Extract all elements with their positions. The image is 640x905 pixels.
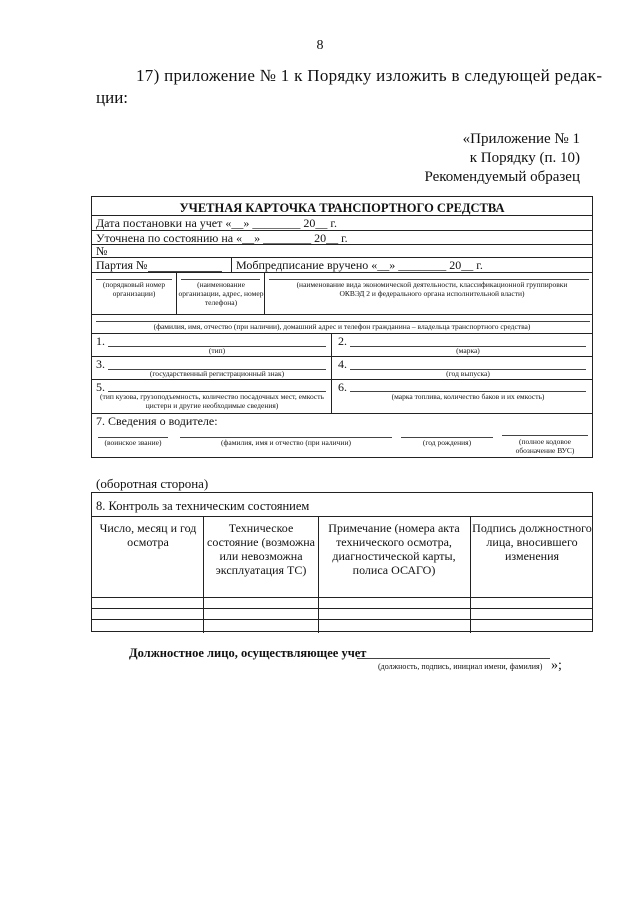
official-signature-line [357,658,550,659]
table-row [92,608,592,609]
field-6: 6. [338,380,347,394]
serial-number-caption: (порядковый номер организации) [102,280,166,298]
table-row [92,619,592,620]
reverse-side-label: (оборотная сторона) [96,476,209,491]
brand-caption: (марка) [456,346,480,355]
column-technical-state: Техническое состояние (возможна или невозможна эксплуатация ТС) [207,521,315,577]
owner-caption: (фамилия, имя, отчество (при наличии), домашний адрес и телефон гражданина – владельца транспортного средства) [153,322,531,331]
updated-date-field: Уточнена по состоянию на «__» ________ 20__ г. [96,231,348,245]
body-caption: (тип кузова, грузоподъемность, количество посадочных мест, емкость цистерн и другие необходимые сведения) [100,392,324,410]
birth-year-caption: (год рождения) [422,438,472,447]
column-inspection-date: Число, месяц и год осмотра [99,521,197,549]
official-caption: (должность, подпись, инициал имени, фамилия) [378,662,543,671]
amendment-text-line2: ции: [96,88,129,107]
field-5: 5. [96,380,105,394]
organization-caption: (наименование организации, адрес, номер телефона) [178,280,264,307]
column-signature: Подпись должностного лица, вносившего изменения [472,521,592,563]
column-note: Примечание (номера акта технического осмотра, диагностической карты, полиса ОСАГО) [328,521,460,577]
technical-control-table [91,492,593,632]
year-caption: (год выпуска) [446,369,490,378]
appendix-line1: «Приложение № 1 [462,131,580,147]
field-1: 1. [96,334,105,348]
number-field: № [96,244,108,258]
driver-section-title: 7. Сведения о водителе: [96,414,218,428]
mob-order-field: Мобпредписание вручено «__» ________ 20__ г. [236,258,483,272]
type-caption: (тип) [208,346,226,355]
closing-quote: »; [551,658,562,673]
card-title: УЧЕТНАЯ КАРТОЧКА ТРАНСПОРТНОГО СРЕДСТВА [179,201,505,215]
appendix-line3: Рекомендуемый образец [424,169,580,185]
fuel-caption: (марка топлива, количество баков и их емкость) [391,392,545,401]
page-number: 8 [316,38,324,53]
rank-caption: (воинское звание) [104,438,162,447]
plate-caption: (государственный регистрационный знак) [149,369,285,378]
table-row [92,597,592,598]
okved-caption: (наименование вида экономической деятельности, классификационной группировки ОКВЭД 2 и федерального органа исполнительной власти) [296,280,568,298]
appendix-line2: к Порядку (п. 10) [469,150,580,166]
amendment-text-line1: 17) приложение № 1 к Порядку изложить в следующей редак- [136,66,603,85]
registration-card [91,196,593,458]
appendix-header [424,130,580,187]
field-3: 3. [96,357,105,371]
party-number-field: Партия № [96,258,148,272]
field-4: 4. [338,357,347,371]
field-2: 2. [338,334,347,348]
control-table-title: 8. Контроль за техническим состоянием [96,499,310,513]
driver-name-caption: (фамилия, имя и отчество (при наличии) [221,438,351,447]
official-label: Должностное лицо, осуществляющее учет [129,646,367,660]
vus-caption: (полное кодовое обозначение ВУС) [515,437,575,455]
registration-date-field: Дата постановки на учет «__» ________ 20__ г. [96,216,337,230]
